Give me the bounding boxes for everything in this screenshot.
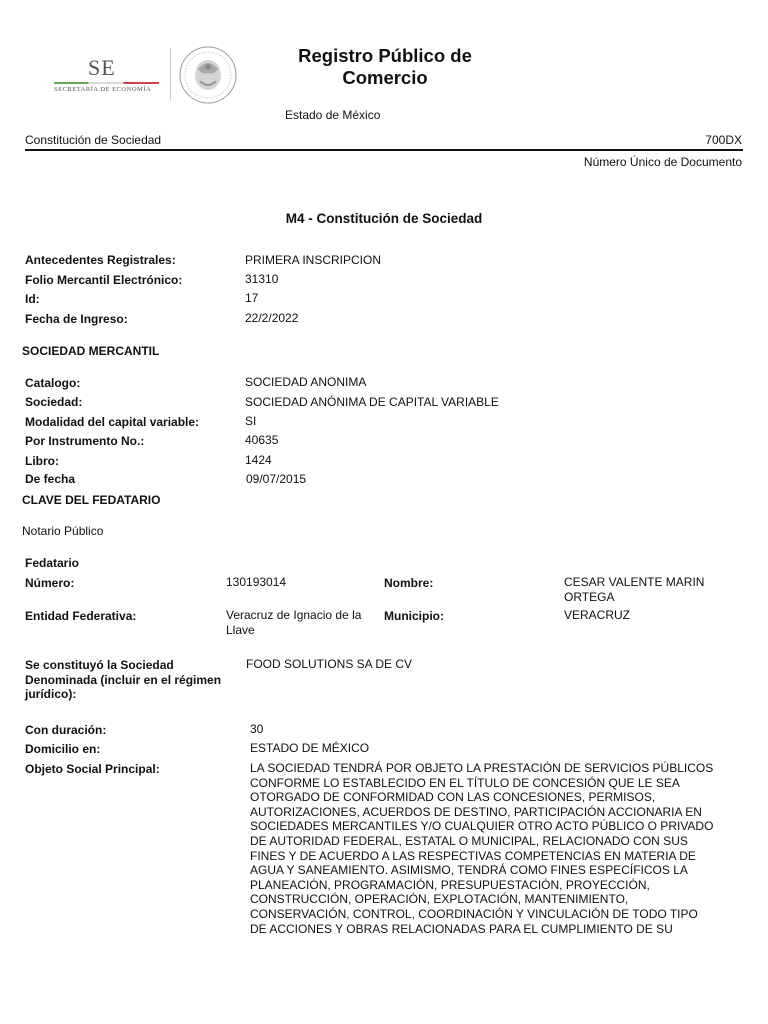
municipio-value: VERACRUZ: [564, 608, 631, 622]
logo-divider: [170, 48, 171, 100]
sociedad-label: Sociedad:: [25, 395, 83, 409]
nombre-value-line2: ORTEGA: [564, 589, 615, 604]
objeto-line: AUTORIZACIONES, ACUERDOS DE DESTINO, PARTICIPACIÓN ACCIONARIA EN: [250, 804, 702, 819]
catalogo-label: Catalogo:: [25, 376, 81, 390]
header-rule: [25, 149, 743, 151]
fedatario-type: Notario Público: [22, 524, 104, 538]
document-title-line2: Comercio: [342, 67, 428, 88]
duracion-value: 30: [250, 722, 264, 736]
denominacion-value: FOOD SOLUTIONS SA DE CV: [246, 657, 413, 671]
denominacion-label: [25, 658, 221, 702]
se-logo-letters: SE: [88, 55, 116, 80]
section-title: M4 - Constitución de Sociedad: [285, 211, 483, 226]
entidad-value-line1: Veracruz de Ignacio de la: [226, 608, 362, 622]
se-logo-subtitle: SECRETARÍA DE ECONOMÍA: [54, 86, 152, 93]
fecha-ingreso-value: 22/2/2022: [245, 311, 299, 325]
objeto-social-text: [250, 761, 740, 936]
libro-label: Libro:: [25, 454, 59, 468]
objeto-label: Objeto Social Principal:: [25, 762, 160, 776]
document-type: Constitución de Sociedad: [25, 133, 162, 147]
objeto-line: OTORGADO DE CONFORMIDAD CON LAS CONCESIONES, PERMISOS,: [250, 790, 656, 805]
instrumento-value: 40635: [245, 433, 279, 447]
nombre-label: Nombre:: [384, 576, 434, 590]
folio-label: Folio Mercantil Electrónico:: [25, 273, 183, 287]
numero-value: 130193014: [226, 575, 287, 589]
catalogo-value: SOCIEDAD ANONIMA: [245, 375, 367, 389]
sociedad-value: SOCIEDAD ANÓNIMA DE CAPITAL VARIABLE: [245, 395, 499, 409]
nombre-value-line1: CESAR VALENTE MARIN: [564, 575, 705, 589]
domicilio-value: ESTADO DE MÉXICO: [250, 741, 370, 755]
id-value: 17: [245, 291, 259, 305]
objeto-line: SOCIEDADES MERCANTILES Y/O CUALQUIER OTRO ACTO PÚBLICO O PRIVADO: [250, 819, 714, 834]
id-label: Id:: [25, 292, 40, 306]
document-code: 700DX: [705, 133, 742, 147]
fecha-value: 09/07/2015: [246, 472, 307, 486]
entidad-value: [226, 608, 361, 638]
clave-fedatario-heading: CLAVE DEL FEDATARIO: [22, 493, 161, 507]
entidad-value-line2: Llave: [226, 623, 255, 637]
mexico-seal-icon: [178, 45, 238, 105]
fedatario-subheading: Fedatario: [25, 556, 80, 570]
objeto-line: FINES Y DE ACUERDO A LAS RESPECTIVAS COMPETENCIAS EN MATERIA DE: [250, 848, 696, 863]
modalidad-label: Modalidad del capital variable:: [25, 415, 200, 429]
state-name: Estado de México: [285, 108, 381, 122]
objeto-line: DE AUTORIDAD FEDERAL, ESTATAL O MUNICIPAL, RELACIONADO CON SUS: [250, 833, 688, 848]
objeto-line: DE ACCIONES Y OBRAS RELACIONADAS PARA EL CUMPLIMIENTO DE SU: [250, 921, 673, 936]
antecedentes-label: Antecedentes Registrales:: [25, 253, 176, 267]
objeto-line: CONSTRUCCIÓN, OPERACIÓN, EXPLOTACIÓN, MANTENIMIENTO,: [250, 892, 629, 907]
libro-value: 1424: [245, 453, 272, 467]
document-code-label: Número Único de Documento: [583, 155, 742, 169]
objeto-line: CONFORME LO ESTABLECIDO EN EL TÍTULO DE CONCESIÓN QUE LE SEA: [250, 775, 680, 790]
objeto-line: PLANEACIÓN, PROGRAMACIÓN, PRESUPUESTACIÓN, PROYECCIÓN,: [250, 877, 650, 892]
folio-value: 31310: [245, 272, 279, 286]
objeto-line: LA SOCIEDAD TENDRÁ POR OBJETO LA PRESTACIÓN DE SERVICIOS PÚBLICOS: [250, 761, 714, 775]
denominacion-label-line3: jurídico):: [25, 687, 77, 701]
nombre-value: [564, 575, 704, 604]
instrumento-label: Por Instrumento No.:: [25, 434, 145, 448]
numero-label: Número:: [25, 576, 75, 590]
document-title: [270, 45, 500, 89]
objeto-line: CONSERVACIÓN, CONTROL, COORDINACIÓN Y VINCULACIÓN DE TODO TIPO: [250, 906, 698, 921]
se-logo: [50, 55, 165, 100]
objeto-line: AGUA Y SANEAMIENTO. ASIMISMO, TENDRÁ COMO FINES ESPECÍFICOS LA: [250, 863, 688, 878]
denominacion-label-line1: Se constituyó la Sociedad: [25, 658, 174, 672]
se-logo-stripe: [54, 82, 159, 84]
document-title-line1: Registro Público de: [298, 45, 472, 66]
denominacion-label-line2: Denominada (incluir en el régimen: [25, 672, 222, 687]
domicilio-label: Domicilio en:: [25, 742, 101, 756]
entidad-label: Entidad Federativa:: [25, 609, 137, 623]
fecha-ingreso-label: Fecha de Ingreso:: [25, 312, 128, 326]
fecha-label: De fecha: [25, 472, 76, 486]
antecedentes-value: PRIMERA INSCRIPCION: [245, 253, 382, 267]
modalidad-value: SI: [245, 414, 257, 428]
duracion-label: Con duración:: [25, 723, 107, 737]
sociedad-mercantil-heading: SOCIEDAD MERCANTIL: [22, 344, 160, 358]
municipio-label: Municipio:: [384, 609, 444, 623]
